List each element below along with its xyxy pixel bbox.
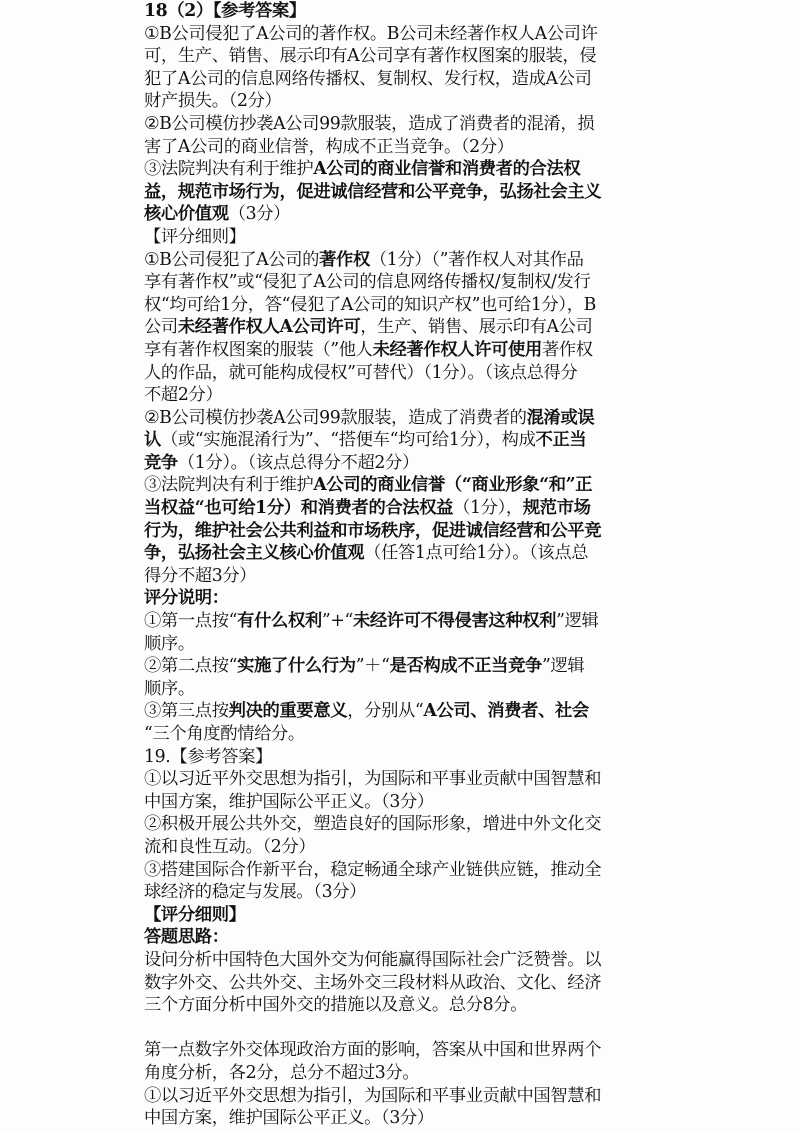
bold-text-segment: 认 <box>144 430 161 451</box>
text-segment: 顺序。 <box>144 633 195 654</box>
text-line <box>144 23 676 46</box>
text-line <box>144 407 676 430</box>
text-segment: 得分不超3分） <box>144 565 257 586</box>
text-line <box>144 271 676 294</box>
text-segment: ②B公司模仿抄袭A公司99款服装，造成了消费者的 <box>144 407 527 428</box>
text-segment: 害了A公司的商业信誉，构成不正当竞争。（2分） <box>144 136 514 157</box>
bold-text-segment: 益，规范市场行为，促进诚信经营和公平竞争，弘扬社会主义 <box>144 181 602 202</box>
bold-text-segment: 评分说明： <box>144 588 229 609</box>
text-line <box>144 0 676 23</box>
text-line <box>144 1039 676 1062</box>
text-line <box>144 90 676 113</box>
text-segment: ③搭建国际合作新平台，稳定畅通全球产业链供应链，推动全 <box>144 859 602 880</box>
text-segment: 第一点数字外交体现政治方面的影响，答案从中国和世界两个 <box>144 1040 602 1061</box>
bold-text-segment: 未经著作权人许可使用 <box>372 339 542 360</box>
text-line <box>144 904 676 927</box>
text-segment: （1分）（”著作权人对其作品 <box>369 249 584 270</box>
text-line <box>144 836 676 859</box>
text-line <box>144 791 676 814</box>
bold-text-segment: 争，弘扬社会主义核心价值观 <box>144 543 365 564</box>
bold-text-segment: 实施了什么行为 <box>237 656 356 677</box>
bold-text-segment: 未经著作权人A公司许可 <box>177 317 361 338</box>
text-line <box>144 926 676 949</box>
text-line <box>144 249 676 272</box>
text-segment: 著作权 <box>541 339 593 360</box>
text-segment: 享有著作权图案的服装（”他人 <box>144 339 373 360</box>
bold-text-segment: 未经许可不得侵害这种权利 <box>352 611 557 632</box>
text-line <box>144 1107 676 1130</box>
blank-line <box>144 1017 676 1040</box>
text-line <box>144 384 676 407</box>
text-segment: ①以习近平外交思想为指引，为国际和平事业贡献中国智慧和 <box>144 1085 602 1106</box>
bold-text-segment: 判决的重要意义 <box>228 701 348 722</box>
text-segment: ”逻辑 <box>541 656 585 677</box>
text-line <box>144 700 676 723</box>
text-segment: （1分）， <box>453 498 523 519</box>
text-line <box>144 362 676 385</box>
text-line <box>144 633 676 656</box>
bold-text-segment: 著作权 <box>319 249 370 270</box>
text-segment: 犯了A公司的信息网络传播权、复制权、发行权，造成A公司 <box>144 68 592 89</box>
text-segment: ③第三点按 <box>144 701 229 722</box>
text-line <box>144 181 676 204</box>
text-line <box>144 678 676 701</box>
bold-text-segment: 有什么权利 <box>237 611 322 632</box>
text-line <box>144 226 676 249</box>
text-line <box>144 339 676 362</box>
text-segment: （任答1点可给1分）。（该点总 <box>364 543 589 564</box>
bold-text-segment: A公司的商业信誉（“商业形象“和”正 <box>313 475 593 496</box>
text-segment: 中国方案，维护国际公平正义。（3分） <box>144 1108 434 1129</box>
text-segment: 流和良性互动。（2分） <box>144 836 316 857</box>
text-segment: 人的作品，就可能构成侵权”可替代）（1分）。（该点总得分 <box>144 362 578 383</box>
text-segment: 公司 <box>144 317 178 338</box>
text-segment: ”逻辑 <box>556 611 599 632</box>
bold-text-segment: 【评分细则】 <box>144 904 246 925</box>
text-line <box>144 474 676 497</box>
text-segment: 19.【参考答案】 <box>144 746 273 767</box>
text-segment: ①B公司侵犯了A公司的 <box>144 249 320 270</box>
bold-text-segment: 核心价值观 <box>144 204 229 225</box>
text-segment: （3分） <box>228 204 291 225</box>
text-line <box>144 45 676 68</box>
bold-text-segment: 竞争 <box>144 452 178 473</box>
text-segment: 享有著作权”或“侵犯了A公司的信息网络传播权/复制权/发行 <box>144 272 591 293</box>
text-segment: ②积极开展公共外交，塑造良好的国际形象，增进中外文化交 <box>144 814 602 835</box>
text-segment: 权“均可给1分，答“侵犯了A公司的知识产权”也可给1分），B <box>144 294 596 315</box>
text-line <box>144 203 676 226</box>
bold-text-segment: 规范市场 <box>522 498 591 519</box>
text-line <box>144 113 676 136</box>
text-line <box>144 497 676 520</box>
text-segment: 三个方面分析中国外交的措施以及意义。总分8分。 <box>144 995 528 1016</box>
bold-text-segment: 当权益“也可给1分）和消费者的合法权益 <box>144 498 454 519</box>
text-segment: 设问分析中国特色大国外交为何能赢得国际社会广泛赞誉。以 <box>144 949 602 970</box>
text-segment: ①B公司侵犯了A公司的著作权。B公司未经著作权人A公司许 <box>144 23 598 44</box>
text-segment: “三个角度酌情给分。 <box>144 724 305 744</box>
text-segment: ③法院判决有利于维护 <box>144 475 314 496</box>
text-segment: （或“实施混淆行为”、“搭便车“均可给1分），构成 <box>160 430 536 451</box>
text-line <box>144 972 676 995</box>
text-line <box>144 520 676 543</box>
text-line <box>144 746 676 769</box>
text-segment: ”+“ <box>321 611 353 632</box>
text-line <box>144 994 676 1017</box>
text-line <box>144 452 676 475</box>
text-line <box>144 881 676 904</box>
text-line <box>144 429 676 452</box>
text-segment: 顺序。 <box>144 678 195 699</box>
text-line <box>144 158 676 181</box>
text-line <box>144 768 676 791</box>
text-line <box>144 949 676 972</box>
text-line <box>144 1085 676 1108</box>
text-segment: 数字外交、公共外交、主场外交三段材料从政治、文化、经济 <box>144 972 602 993</box>
text-segment: ，生产、销售、展示印有A公司 <box>360 317 593 338</box>
text-line <box>144 1062 676 1085</box>
text-line <box>144 859 676 882</box>
bold-text-segment: A公司的商业信誉和消费者的合法权 <box>313 159 581 180</box>
text-segment: ③法院判决有利于维护 <box>144 159 314 180</box>
text-segment: 球经济的稳定与发展。（3分） <box>144 882 367 903</box>
bold-text-segment: 混淆或误 <box>526 407 595 428</box>
text-line <box>144 655 676 678</box>
text-line <box>144 587 676 610</box>
bold-text-segment: 18（2）【参考答案】 <box>144 1 306 21</box>
text-segment: 可，生产、销售、展示印有A公司享有著作权图案的服装，侵 <box>144 46 597 67</box>
text-segment: ，分别从“ <box>347 701 424 722</box>
bold-text-segment: A公司、消费者、社会 <box>423 701 589 722</box>
text-line <box>144 316 676 339</box>
text-line <box>144 68 676 91</box>
text-line <box>144 542 676 565</box>
answer-text-block <box>144 0 676 1130</box>
text-segment: 财产损失。（2分） <box>144 91 282 112</box>
text-segment: ①以习近平外交思想为指引，为国际和平事业贡献中国智慧和 <box>144 769 602 790</box>
text-line <box>144 723 676 746</box>
text-segment: ②第二点按“ <box>144 656 238 677</box>
text-line <box>144 610 676 633</box>
bold-text-segment: 不正当 <box>535 430 587 451</box>
text-line <box>144 136 676 159</box>
text-segment: （1分）。（该点总得分不超2分） <box>177 452 419 473</box>
text-segment: ①第一点按“ <box>144 611 238 632</box>
text-segment: 中国方案，维护国际公平正义。（3分） <box>144 791 434 812</box>
bold-text-segment: 答题思路： <box>144 927 229 948</box>
text-segment: 【评分细则】 <box>144 226 246 247</box>
text-segment: 角度分析，各2分，总分不超过3分。 <box>144 1062 420 1083</box>
text-line <box>144 565 676 588</box>
bold-text-segment: 是否构成不正当竞争 <box>389 656 542 677</box>
text-line <box>144 813 676 836</box>
text-segment: 不超2分） <box>144 385 223 406</box>
text-segment: ②B公司模仿抄袭A公司99款服装，造成了消费者的混淆，损 <box>144 113 595 134</box>
text-segment: ”＋“ <box>355 656 390 677</box>
bold-text-segment: 行为，维护社会公共利益和市场秩序，促进诚信经营和公平竞 <box>144 520 602 541</box>
text-line <box>144 294 676 317</box>
